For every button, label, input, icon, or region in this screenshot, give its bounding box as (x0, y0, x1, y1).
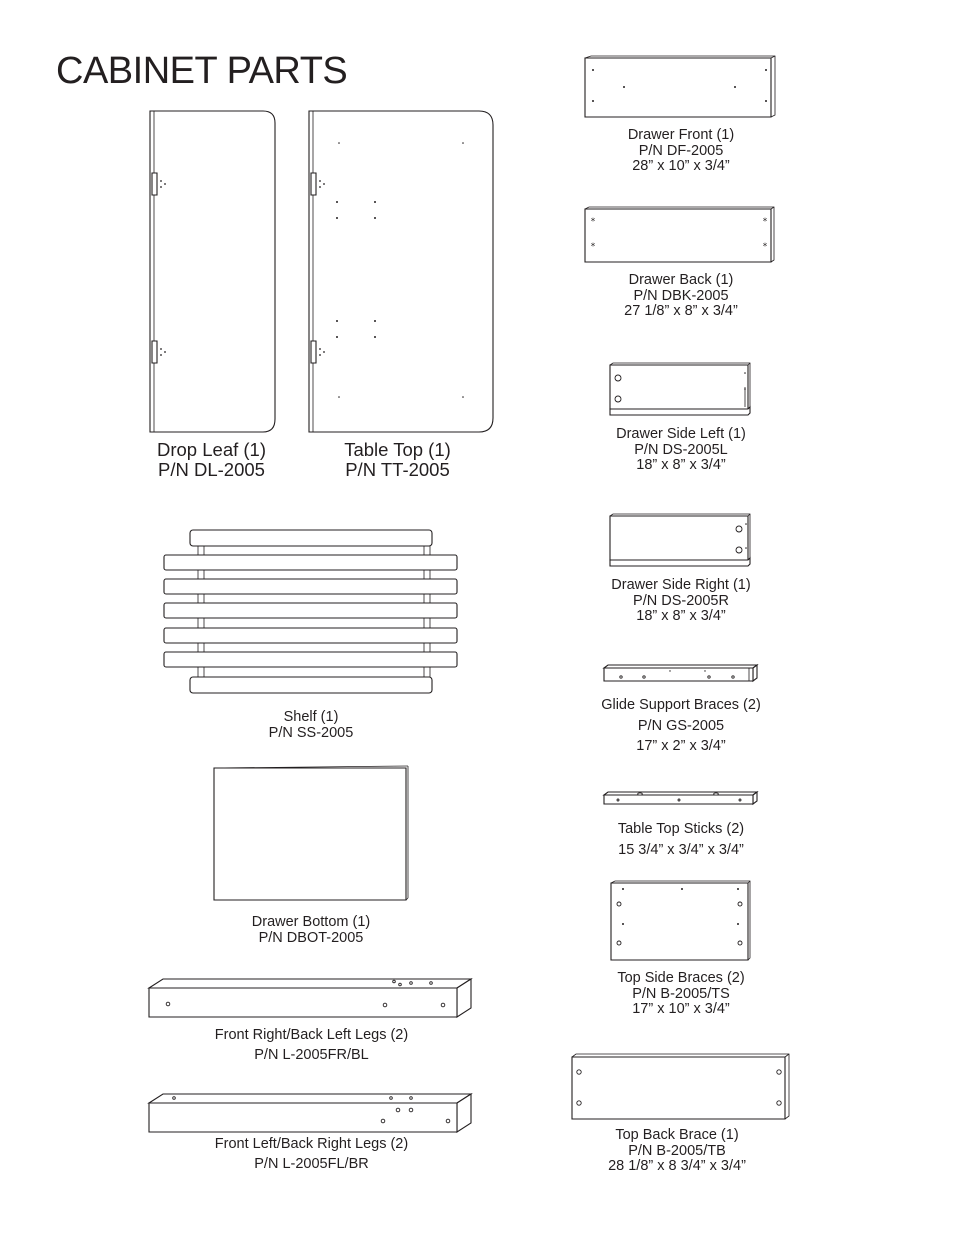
drawer-side-right-name: Drawer Side Right (1) (611, 577, 751, 593)
top-side-braces-drawing (608, 879, 754, 963)
front-right-legs-pn: P/N L-2005FR/BL (254, 1047, 369, 1063)
shelf-pn: P/N SS-2005 (268, 724, 354, 741)
svg-text:*: * (590, 217, 596, 227)
top-back-brace-pn: P/N B-2005/TB (628, 1142, 726, 1159)
drawer-back-name: Drawer Back (1) (628, 272, 734, 288)
table-top-pn: P/N TT-2005 (345, 458, 450, 480)
shelf-caption (210, 710, 412, 741)
drawer-bottom-caption (210, 915, 412, 946)
glide-support-caption (580, 695, 782, 757)
glide-support-drawing (602, 662, 760, 684)
shelf-drawing (160, 525, 462, 697)
top-side-braces-name: Top Side Braces (2) (617, 970, 745, 986)
svg-text:*: * (762, 242, 768, 252)
drawer-back-pn: P/N DBK-2005 (633, 287, 729, 304)
drop-leaf-drawing (148, 109, 278, 435)
table-top-sticks-name: Table Top Sticks (2) (617, 821, 745, 837)
drawer-bottom-drawing (212, 765, 412, 903)
front-left-legs-drawing (147, 1090, 475, 1135)
drop-leaf-pn: P/N DL-2005 (158, 458, 265, 480)
top-side-braces-dims: 17” x 10” x 3/4” (632, 1001, 730, 1017)
front-left-legs-pn: P/N L-2005FL/BR (254, 1156, 369, 1172)
front-right-legs-caption (170, 1025, 453, 1065)
table-top-sticks-caption (580, 819, 782, 860)
drawer-side-right-drawing (607, 512, 755, 570)
drawer-back-drawing (583, 205, 779, 265)
table-top-sticks-drawing (602, 789, 760, 807)
drawer-side-left-caption (580, 427, 782, 474)
drawer-side-left-pn: P/N DS-2005L (634, 441, 728, 458)
drawer-front-dims: 28” x 10” x 3/4” (632, 158, 730, 174)
top-side-braces-pn: P/N B-2005/TS (632, 985, 730, 1002)
drawer-side-right-caption (580, 578, 782, 625)
drop-leaf-caption (130, 440, 293, 479)
table-top-sticks-dims: 15 3/4” x 3/4” x 3/4” (618, 841, 744, 858)
shelf-name: Shelf (1) (283, 709, 339, 725)
drawer-side-left-dims: 18” x 8” x 3/4” (636, 457, 726, 473)
drawer-front-caption (580, 128, 782, 175)
table-top-caption (316, 440, 479, 479)
drawer-front-drawing (583, 54, 779, 120)
drawer-side-right-dims: 18” x 8” x 3/4” (636, 608, 726, 624)
top-back-brace-dims: 28 1/8” x 8 3/4” x 3/4” (608, 1158, 746, 1174)
drawer-bottom-name: Drawer Bottom (1) (251, 914, 371, 930)
top-back-brace-caption (560, 1128, 794, 1175)
top-back-brace-drawing (569, 1052, 793, 1122)
drawer-back-caption (580, 273, 782, 320)
drawer-bottom-pn: P/N DBOT-2005 (258, 929, 364, 946)
drawer-side-left-name: Drawer Side Left (1) (616, 426, 746, 442)
front-right-legs-name: Front Right/Back Left Legs (2) (214, 1027, 409, 1043)
front-right-legs-drawing (147, 975, 475, 1020)
svg-text:*: * (762, 217, 768, 227)
front-left-legs-name: Front Left/Back Right Legs (2) (214, 1136, 409, 1152)
svg-text:*: * (590, 242, 596, 252)
front-left-legs-caption (170, 1134, 453, 1174)
table-top-drawing (307, 109, 497, 435)
drop-leaf-name: Drop Leaf (1) (157, 439, 266, 460)
drawer-back-dims: 27 1/8” x 8” x 3/4” (624, 303, 738, 319)
table-top-name: Table Top (1) (344, 439, 451, 460)
drawer-side-left-drawing (607, 361, 755, 419)
glide-support-name: Glide Support Braces (2) (601, 697, 761, 713)
glide-support-dims: 17” x 2” x 3/4” (636, 738, 726, 754)
drawer-front-pn: P/N DF-2005 (638, 142, 724, 159)
glide-support-pn: P/N GS-2005 (637, 717, 725, 734)
top-side-braces-caption (580, 971, 782, 1018)
top-back-brace-name: Top Back Brace (1) (615, 1127, 739, 1143)
drawer-front-name: Drawer Front (1) (627, 127, 735, 143)
page-title: CABINET PARTS (56, 50, 348, 92)
drawer-side-right-pn: P/N DS-2005R (633, 592, 729, 609)
